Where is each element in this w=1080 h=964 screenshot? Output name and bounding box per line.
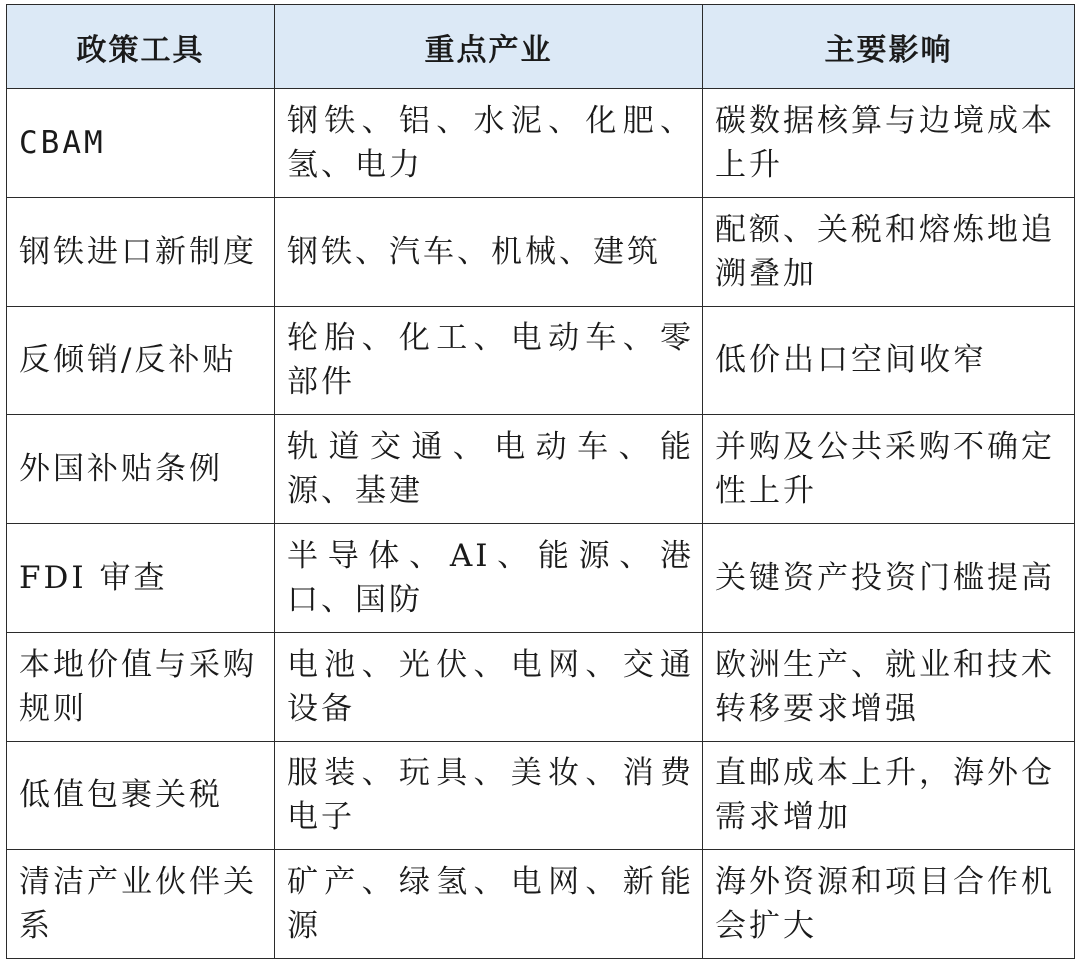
cell-key-industries: 电池、光伏、电网、交通设备 — [275, 632, 703, 741]
cell-main-impact: 并购及公共采购不确定性上升 — [703, 415, 1075, 524]
cell-main-impact: 欧洲生产、就业和技术转移要求增强 — [703, 632, 1075, 741]
table-row — [7, 741, 1075, 850]
cell-policy-tool: 低值包裹关税 — [7, 741, 275, 850]
cell-policy-tool: FDI 审查 — [7, 524, 275, 633]
cell-main-impact: 关键资产投资门槛提高 — [703, 524, 1075, 633]
table-row — [7, 850, 1075, 959]
header-main-impact: 主要影响 — [703, 5, 1075, 89]
table-row — [7, 306, 1075, 415]
policy-table — [6, 4, 1075, 959]
table-row — [7, 197, 1075, 306]
table-row — [7, 524, 1075, 633]
cell-key-industries: 轨道交通、电动车、能源、基建 — [275, 415, 703, 524]
table-body — [7, 89, 1075, 959]
cell-main-impact: 配额、关税和熔炼地追溯叠加 — [703, 197, 1075, 306]
table-row — [7, 415, 1075, 524]
cell-policy-tool: CBAM — [7, 89, 275, 198]
cell-policy-tool: 钢铁进口新制度 — [7, 197, 275, 306]
cell-main-impact: 碳数据核算与边境成本上升 — [703, 89, 1075, 198]
table-row — [7, 632, 1075, 741]
cell-key-industries: 轮胎、化工、电动车、零部件 — [275, 306, 703, 415]
cell-policy-tool: 本地价值与采购规则 — [7, 632, 275, 741]
header-key-industries: 重点产业 — [275, 5, 703, 89]
cell-policy-tool: 反倾销/反补贴 — [7, 306, 275, 415]
table-row — [7, 89, 1075, 198]
cell-key-industries: 矿产、绿氢、电网、新能源 — [275, 850, 703, 959]
header-row — [7, 5, 1075, 89]
cell-main-impact: 海外资源和项目合作机会扩大 — [703, 850, 1075, 959]
cell-key-industries: 钢铁、铝、水泥、化肥、氢、电力 — [275, 89, 703, 198]
header-policy-tool: 政策工具 — [7, 5, 275, 89]
table-header — [7, 5, 1075, 89]
cell-policy-tool: 外国补贴条例 — [7, 415, 275, 524]
cell-key-industries: 服装、玩具、美妆、消费电子 — [275, 741, 703, 850]
cell-main-impact: 直邮成本上升，海外仓需求增加 — [703, 741, 1075, 850]
cell-key-industries: 半导体、AI、能源、港口、国防 — [275, 524, 703, 633]
cell-key-industries: 钢铁、汽车、机械、建筑 — [275, 197, 703, 306]
cell-policy-tool: 清洁产业伙伴关系 — [7, 850, 275, 959]
cell-main-impact: 低价出口空间收窄 — [703, 306, 1075, 415]
